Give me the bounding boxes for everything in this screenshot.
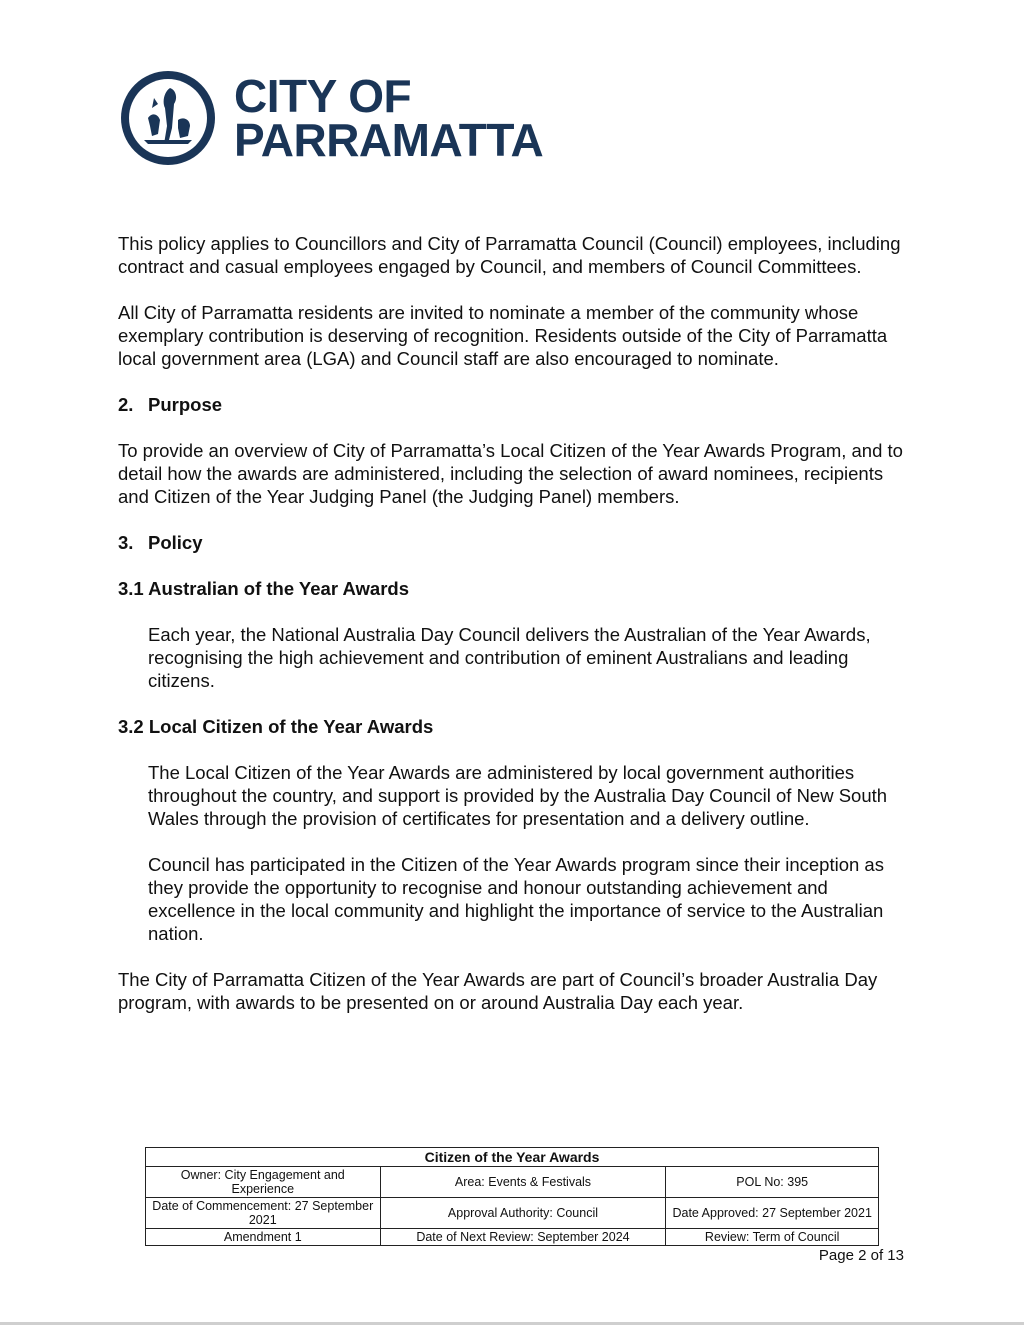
section-2-title: Purpose xyxy=(148,394,223,415)
table-title-row xyxy=(146,1148,879,1167)
section-3-2-heading: 3.2 Local Citizen of the Year Awards xyxy=(118,716,434,737)
logo-line-2: PARRAMATTA xyxy=(234,114,544,166)
logo-wordmark xyxy=(234,70,544,166)
section-2-heading xyxy=(118,393,908,416)
area-cell: Area: Events & Festivals xyxy=(380,1167,666,1198)
section-3-1-paragraph: Each year, the National Australia Day Council delivers the Australian of the Year Awards, recognising the high achievement and contribution of eminent Australians and leading citizens. xyxy=(148,624,871,691)
section-3-title: Policy xyxy=(148,532,203,553)
commencement-cell: Date of Commencement: 27 September 2021 xyxy=(146,1198,381,1229)
policy-number-cell: POL No: 395 xyxy=(666,1167,879,1198)
section-3-heading xyxy=(118,531,908,554)
table-title: Citizen of the Year Awards xyxy=(146,1148,879,1167)
owner-cell: Owner: City Engagement and Experience xyxy=(146,1167,381,1198)
section-3-2-paragraph-1: The Local Citizen of the Year Awards are administered by local government authorities throughout the country, and support is provided by the Australia Day Council of New South Wales through the provision of certificates for presentation and a delivery outline. xyxy=(148,762,888,829)
nomination-paragraph: All City of Parramatta residents are invited to nominate a member of the community whose exemplary contribution is deserving of recognition. Residents outside of the City of Parramatta local government area (LGA) and Council staff are also encouraged to nominate. xyxy=(118,302,888,369)
logo-line-1: CITY OF xyxy=(234,70,412,122)
next-review-cell: Date of Next Review: September 2024 xyxy=(380,1229,666,1246)
review-cell: Review: Term of Council xyxy=(666,1229,879,1246)
parramatta-emblem-icon xyxy=(118,68,218,168)
date-approved-cell: Date Approved: 27 September 2021 xyxy=(666,1198,879,1229)
page-number: Page 2 of 13 xyxy=(818,1247,904,1264)
table-row xyxy=(146,1198,879,1229)
policy-body xyxy=(118,232,908,1037)
section-3-2-paragraph-2: Council has participated in the Citizen of the Year Awards program since their inception as they provide the opportunity to recognise and honour outstanding achievement and excellence in the local community and highlight the importance of service to the Australian nation. xyxy=(148,854,884,944)
table-row xyxy=(146,1167,879,1198)
city-of-parramatta-logo xyxy=(118,68,543,168)
amendment-cell: Amendment 1 xyxy=(146,1229,381,1246)
section-3-number: 3. xyxy=(118,532,134,553)
approval-authority-cell: Approval Authority: Council xyxy=(380,1198,666,1229)
section-2-number: 2. xyxy=(118,394,134,415)
purpose-paragraph: To provide an overview of City of Parramatta’s Local Citizen of the Year Awards Program, and to detail how the awards are administered, including the selection of award nominees, recipients and Citizen of the Year Judging Panel (the Judging Panel) members. xyxy=(118,440,903,507)
document-control-table xyxy=(145,1147,879,1246)
table-row xyxy=(146,1229,879,1246)
scope-paragraph: This policy applies to Councillors and City of Parramatta Council (Council) employees, including contract and casual employees engaged by Council, and members of Council Committees. xyxy=(118,233,901,277)
closing-paragraph: The City of Parramatta Citizen of the Year Awards are part of Council’s broader Australia Day program, with awards to be presented on or around Australia Day each year. xyxy=(118,969,878,1013)
section-3-1-heading: 3.1 Australian of the Year Awards xyxy=(118,578,409,599)
